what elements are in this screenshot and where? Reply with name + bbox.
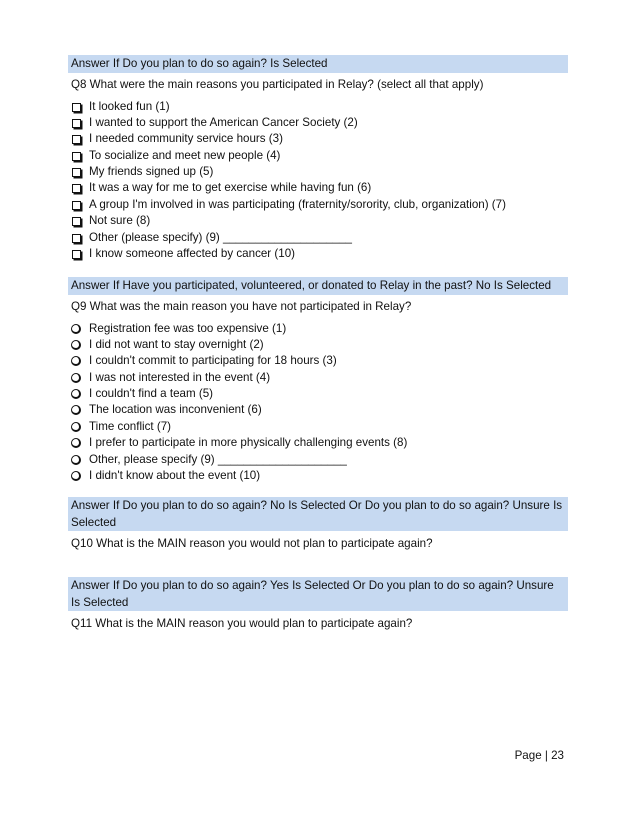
q9-options <box>68 321 568 485</box>
checkbox-icon[interactable] <box>72 103 81 112</box>
checkbox-icon[interactable] <box>72 135 81 144</box>
radio-icon[interactable] <box>71 389 81 399</box>
q10-section <box>68 497 568 551</box>
option-label: I did not want to stay overnight (2) <box>89 337 264 351</box>
option-label: My friends signed up (5) <box>89 165 214 179</box>
q9-display-logic: Answer If Have you participated, volunteered, or donated to Relay in the past? No Is Selected <box>68 277 568 295</box>
radio-icon[interactable] <box>71 356 81 366</box>
option-label: I wanted to support the American Cancer Society (2) <box>89 115 358 129</box>
checkbox-icon[interactable] <box>72 201 81 210</box>
radio-icon[interactable] <box>71 438 81 448</box>
q9-option[interactable] <box>68 370 568 386</box>
q10-question: Q10 What is the MAIN reason you would not plan to participate again? <box>71 537 433 550</box>
option-label: Other, please specify (9) ____________________ <box>89 452 347 466</box>
checkbox-icon[interactable] <box>72 152 81 161</box>
q8-option[interactable] <box>68 164 568 180</box>
option-label: I needed community service hours (3) <box>89 132 283 146</box>
option-label: Not sure (8) <box>89 214 151 228</box>
option-label: I couldn't commit to participating for 18 hours (3) <box>89 354 337 368</box>
q8-option[interactable] <box>68 131 568 147</box>
option-label: I know someone affected by cancer (10) <box>89 247 296 261</box>
option-label: Time conflict (7) <box>89 419 172 433</box>
q8-option[interactable] <box>68 99 568 115</box>
q9-question: Q9 What was the main reason you have not participated in Relay? <box>71 299 412 313</box>
option-label: Registration fee was too expensive (1) <box>89 321 287 335</box>
q9-option[interactable] <box>68 402 568 418</box>
q9-option[interactable] <box>68 468 568 484</box>
q8-option[interactable] <box>68 115 568 131</box>
q9-option[interactable] <box>68 386 568 402</box>
q9-option[interactable] <box>68 321 568 337</box>
q10-display-logic: Answer If Do you plan to do so again? No Is Selected Or Do you plan to do so again? Unsure Is Selected <box>68 497 568 531</box>
q8-option[interactable] <box>68 180 568 196</box>
q11-display-logic: Answer If Do you plan to do so again? Yes Is Selected Or Do you plan to do so again? Unsure Is Selected <box>68 577 568 611</box>
q8-option[interactable] <box>68 148 568 164</box>
q8-option[interactable] <box>68 197 568 213</box>
q8-option[interactable] <box>68 230 568 246</box>
option-label: To socialize and meet new people (4) <box>89 148 281 162</box>
option-label: Other (please specify) (9) ____________________ <box>89 230 352 244</box>
checkbox-icon[interactable] <box>72 217 81 226</box>
radio-icon[interactable] <box>71 405 81 415</box>
q9-section <box>68 277 568 484</box>
checkbox-icon[interactable] <box>72 250 81 259</box>
q8-display-logic: Answer If Do you plan to do so again? Is Selected <box>68 55 568 73</box>
q9-option[interactable] <box>68 419 568 435</box>
option-label: It looked fun (1) <box>89 99 170 113</box>
checkbox-icon[interactable] <box>72 184 81 193</box>
option-label: I prefer to participate in more physically challenging events (8) <box>89 436 408 450</box>
checkbox-icon[interactable] <box>72 234 81 243</box>
q8-section <box>68 55 568 262</box>
radio-icon[interactable] <box>71 340 81 350</box>
q8-options <box>68 99 568 263</box>
radio-icon[interactable] <box>71 373 81 383</box>
q11-section <box>68 577 568 631</box>
q8-option[interactable] <box>68 213 568 229</box>
q9-option[interactable] <box>68 435 568 451</box>
radio-icon[interactable] <box>71 422 81 432</box>
option-label: The location was inconvenient (6) <box>89 403 262 417</box>
option-label: I couldn't find a team (5) <box>89 387 214 401</box>
checkbox-icon[interactable] <box>72 119 81 128</box>
option-label: I didn't know about the event (10) <box>89 469 261 483</box>
radio-icon[interactable] <box>71 471 81 481</box>
q9-option[interactable] <box>68 337 568 353</box>
q8-option[interactable] <box>68 246 568 262</box>
option-label: A group I'm involved in was participating (fraternity/sorority, club, organization) (7) <box>89 197 506 211</box>
q11-question: Q11 What is the MAIN reason you would plan to participate again? <box>71 617 413 630</box>
q8-question: Q8 What were the main reasons you participated in Relay? (select all that apply) <box>71 77 484 91</box>
option-label: I was not interested in the event (4) <box>89 370 271 384</box>
q9-option[interactable] <box>68 353 568 369</box>
radio-icon[interactable] <box>71 324 81 334</box>
checkbox-icon[interactable] <box>72 168 81 177</box>
page-number: Page | 23 <box>514 749 564 762</box>
radio-icon[interactable] <box>71 455 81 465</box>
q9-option[interactable] <box>68 452 568 468</box>
option-label: It was a way for me to get exercise while having fun (6) <box>89 181 372 195</box>
